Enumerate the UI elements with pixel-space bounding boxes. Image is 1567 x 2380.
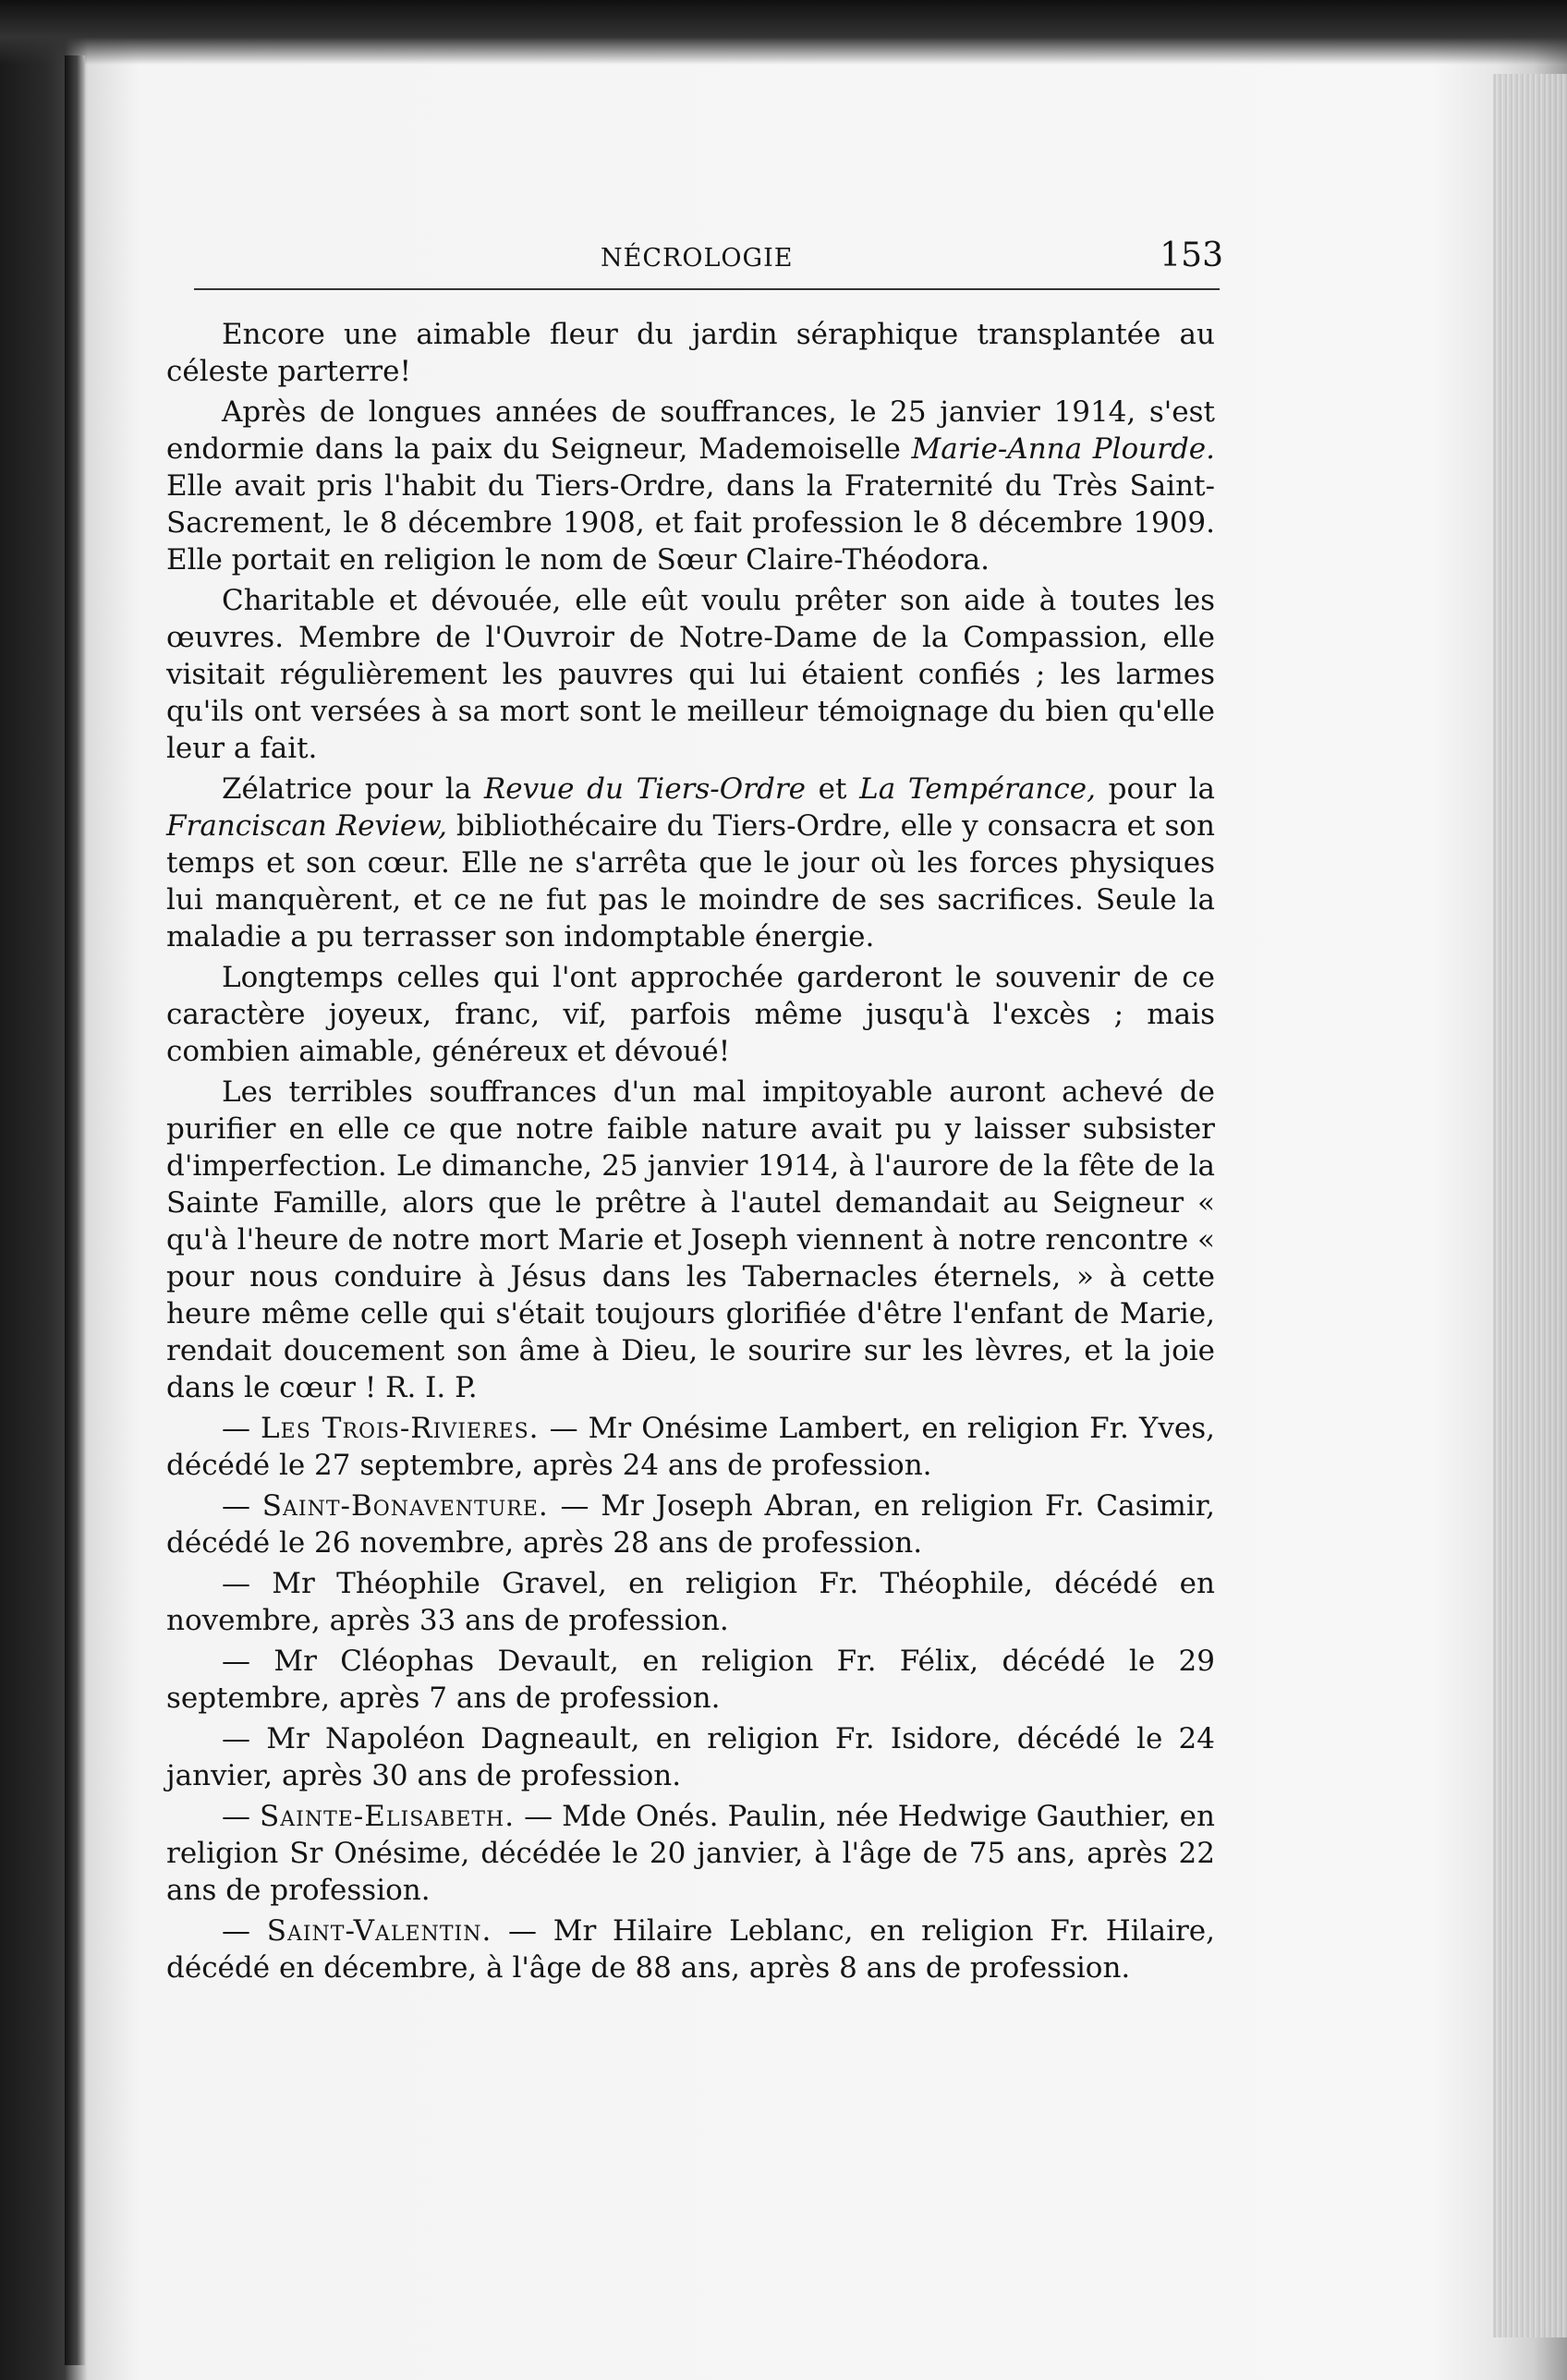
paragraph-4-c: pour la [1095, 772, 1216, 806]
entry-text: — Mr Joseph Abran, en religion Fr. Casimir, décédé le 26 novembre, après 28 ans de profession. [166, 1489, 1215, 1560]
page-number: 153 [1160, 237, 1223, 274]
entry-text: — Mr Onésime Lambert, en religion Fr. Yves, décédé le 27 septembre, après 24 ans de profession. [166, 1412, 1215, 1482]
review-title-3: Franciscan Review, [166, 809, 447, 843]
review-title-2: La Tempérance, [859, 772, 1096, 806]
entry-trois-rivieres [166, 1410, 1215, 1484]
paragraph-4-d: bibliothécaire du Tiers-Ordre, elle y consacra et son temps et son cœur. Elle ne s'arrêta que le jour où les forces physiques lui manquèrent, et ce ne fut pas le moindre de ses sacrifices. Seule la maladie a pu terrasser son indomptable énergie. [166, 809, 1215, 953]
place-name: Saint-Valentin. [266, 1914, 492, 1948]
entry-saint-valentin [166, 1912, 1215, 1986]
paragraph-1: Encore une aimable fleur du jardin séraphique transplantée au céleste parterre! [166, 318, 1215, 388]
place-name: Sainte-Elisabeth. [260, 1800, 516, 1833]
paragraph-5: Longtemps celles qui l'ont approchée garderont le souvenir de ce caractère joyeux, franc, vif, parfois même jusqu'à l'excès ; mais combien aimable, généreux et dévoué! [166, 961, 1215, 1068]
entry-dash: — [222, 1489, 262, 1523]
entry-gravel: — Mr Théophile Gravel, en religion Fr. Théophile, décédé en novembre, après 33 ans de profession. [166, 1567, 1215, 1637]
book-binding [65, 55, 85, 2365]
header-rule [194, 288, 1220, 290]
entry-dash: — [222, 1412, 261, 1445]
body-text [166, 316, 1215, 1990]
entry-sainte-elisabeth [166, 1798, 1215, 1909]
entry-text: — Mde Onés. Paulin, née Hedwige Gauthier, en religion Sr Onésime, décédée le 20 janvier, à l'âge de 75 ans, après 22 ans de profession. [166, 1800, 1215, 1907]
place-name: Les Trois-Rivieres. [261, 1412, 540, 1445]
paragraph-2 [166, 394, 1215, 578]
entry-saint-bonaventure [166, 1488, 1215, 1561]
person-name: Marie-Anna Plourde. [911, 432, 1216, 466]
paragraph-6: Les terribles souffrances d'un mal impitoyable auront achevé de purifier en elle ce que notre faible nature avait pu y laisser subsister d'imperfection. Le dimanche, 25 janvier 1914, à l'aurore de la fête de la Sainte Famille, alors que le prêtre à l'autel demandait au Seigneur « qu'à l'heure de notre mort Marie et Joseph viennent à notre rencontre « pour nous conduire à Jésus dans les Tabernacles éternels, » à cette heure même celle qui s'était toujours glorifiée d'être l'enfant de Marie, rendait doucement son âme à Dieu, le sourire sur les lèvres, et la joie dans le cœur ! R. I. P. [166, 1075, 1215, 1404]
entry-devault: — Mr Cléophas Devault, en religion Fr. Félix, décédé le 29 septembre, après 7 ans de profession. [166, 1645, 1215, 1715]
entry-dash: — [222, 1914, 267, 1948]
entry-text: — Mr Hilaire Leblanc, en religion Fr. Hilaire, décédé en décembre, à l'âge de 88 ans, après 8 ans de profession. [166, 1914, 1215, 1985]
paragraph-4 [166, 771, 1215, 955]
paragraph-3: Charitable et dévouée, elle eût voulu prêter son aide à toutes les œuvres. Membre de l'Ouvroir de Notre-Dame de la Compassion, elle visitait régulièrement les pauvres qui lui étaient confiés ; les larmes qu'ils ont versées à sa mort sont le meilleur témoignage du bien qu'elle leur a fait. [166, 584, 1215, 765]
top-shadow [0, 0, 1567, 65]
paragraph-2-a: Après de longues années de souffrances, le 25 janvier 1914, s'est endormie dans la paix du Seigneur, Mademoiselle [166, 395, 1215, 466]
paragraph-2-b: Elle avait pris l'habit du Tiers-Ordre, dans la Fraternité du Très Saint-Sacrement, le 8 décembre 1908, et fait profession le 8 décembre 1909. Elle portait en religion le nom de Sœur Claire-Théodora. [166, 469, 1215, 577]
running-head [139, 231, 1229, 286]
paragraph-4-a: Zélatrice pour la [222, 772, 484, 806]
entry-dash: — [222, 1800, 260, 1833]
page-edges [1493, 74, 1567, 2338]
page-content [139, 231, 1229, 1985]
page-title: NÉCROLOGIE [601, 244, 794, 273]
entry-dagneault: — Mr Napoléon Dagneault, en religion Fr. Isidore, décédé le 24 janvier, après 30 ans de profession. [166, 1722, 1215, 1792]
review-title-1: Revue du Tiers-Ordre [483, 772, 806, 806]
place-name: Saint-Bonaventure. [261, 1489, 549, 1523]
paragraph-4-b: et [806, 772, 860, 806]
